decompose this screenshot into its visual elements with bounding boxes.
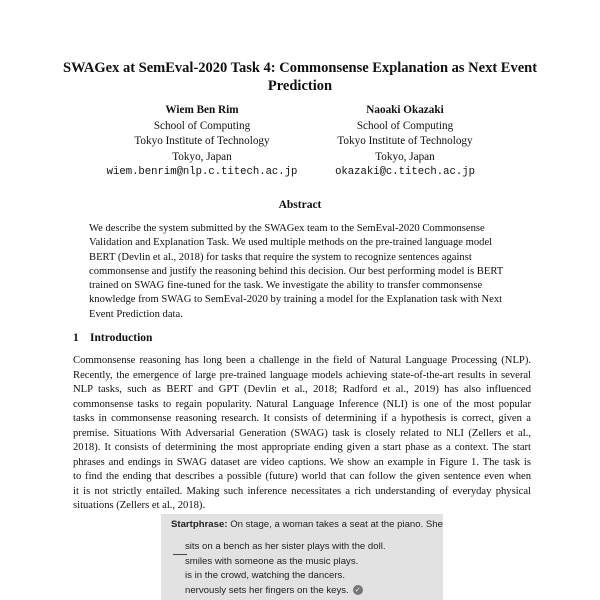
- figure-startphrase-label: Startphrase:: [171, 519, 228, 530]
- section-title: Introduction: [90, 332, 153, 344]
- author-email: okazaki@c.titech.ac.jp: [335, 166, 475, 178]
- author-location: Tokyo, Japan: [375, 150, 435, 163]
- author-institution: Tokyo Institute of Technology: [337, 135, 473, 147]
- body-line: phrases and endings in SWAG dataset are video captions. We show an example in Figure 1. The task is: [73, 456, 531, 468]
- body-line: Commonsense reasoning has long been a challenge in the field of Natural Language Processing (NLP).: [73, 355, 531, 366]
- section-number: 1: [73, 332, 79, 344]
- figure-ending: smiles with someone as the music plays.: [185, 555, 359, 567]
- abstract-line: trained on SWAG fine-tuned for the task. We investigate the ability to transfer commonsense: [89, 280, 483, 292]
- abstract-text: [89, 222, 519, 322]
- body-line: premise. Situations With Adversarial Generation (SWAG) task is closely related to NLI (Zellers et al.,: [73, 427, 531, 439]
- figure-ending-text: nervously sets her fingers on the keys.: [185, 584, 349, 596]
- abstract-line: knowledge from SWAG to SemEval-2020 by training a model for the Explanation task with Next: [89, 294, 503, 306]
- body-line: Recently, the emergence of large pre-trained language models achieving state-of-the-art results in several: [73, 369, 531, 381]
- author-name: Wiem Ben Rim: [165, 104, 239, 116]
- body-line: commonsense tasks to regain popularity. Natural Language Inference (NLI) is one of the most popular: [73, 398, 531, 410]
- body-line: 2018). It consists of determining the most appropriate ending given a start phase as a context. The start: [73, 442, 531, 453]
- body-line: NLP tasks, such as BERT and GPT (Devlin et al., 2018; Radford et al., 2019) has also influenced: [73, 384, 531, 395]
- abstract-line: We describe the system submitted by the SWAGex team to the SemEval-2020 Commonsense: [89, 223, 485, 234]
- author-name: Naoaki Okazaki: [366, 104, 444, 116]
- figure-ending: sits on a bench as her sister plays with the doll.: [185, 541, 386, 552]
- paper-title: SWAGex at SemEval-2020 Task 4: Commonsense Explanation as Next Event Prediction: [62, 60, 538, 94]
- abstract-line: BERT (Devlin et al., 2018) for tasks that require the system to recognize sentences against: [89, 251, 472, 263]
- body-line: to find the ending that describes a possible (future) world that can follow the given sentence even when: [73, 471, 531, 482]
- figure-startphrase: On stage, a woman takes a seat at the piano. She: [230, 519, 443, 530]
- abstract-line: Event Prediction data.: [89, 308, 183, 320]
- author-institution: Tokyo Institute of Technology: [134, 135, 270, 147]
- section-heading: [73, 332, 152, 344]
- body-text: [73, 354, 531, 514]
- author-affiliation: School of Computing: [153, 119, 251, 132]
- figure-startphrase-line: [171, 519, 443, 530]
- abstract-line: Validation and Explanation Task. We used multiple methods on the pre-trained language model: [89, 237, 493, 249]
- author-block-2: [280, 103, 530, 181]
- body-line: it is not strictly entailed. Making such inference necessitates a rich understanding of everyday physical: [73, 485, 531, 497]
- body-line: tasks in commonsense reasoning research. It consists of determining if a hypothesis is correct, given a: [73, 413, 531, 424]
- figure-endings: [185, 540, 386, 598]
- author-affiliation: School of Computing: [356, 119, 454, 132]
- figure-ending: is in the crowd, watching the dancers.: [185, 570, 345, 581]
- abstract-line: commonsense and justify the reasoning behind this decision. Our best performing model is BERT: [89, 265, 504, 277]
- author-location: Tokyo, Japan: [172, 150, 232, 163]
- author-email: wiem.benrim@nlp.c.titech.ac.jp: [106, 166, 298, 178]
- body-line: situations (Zellers et al., 2018).: [73, 500, 206, 511]
- figure-ending-correct: [185, 584, 386, 599]
- figure-example: [161, 514, 443, 600]
- checkmark-icon: ✓: [353, 585, 363, 595]
- abstract-heading: Abstract: [278, 199, 322, 211]
